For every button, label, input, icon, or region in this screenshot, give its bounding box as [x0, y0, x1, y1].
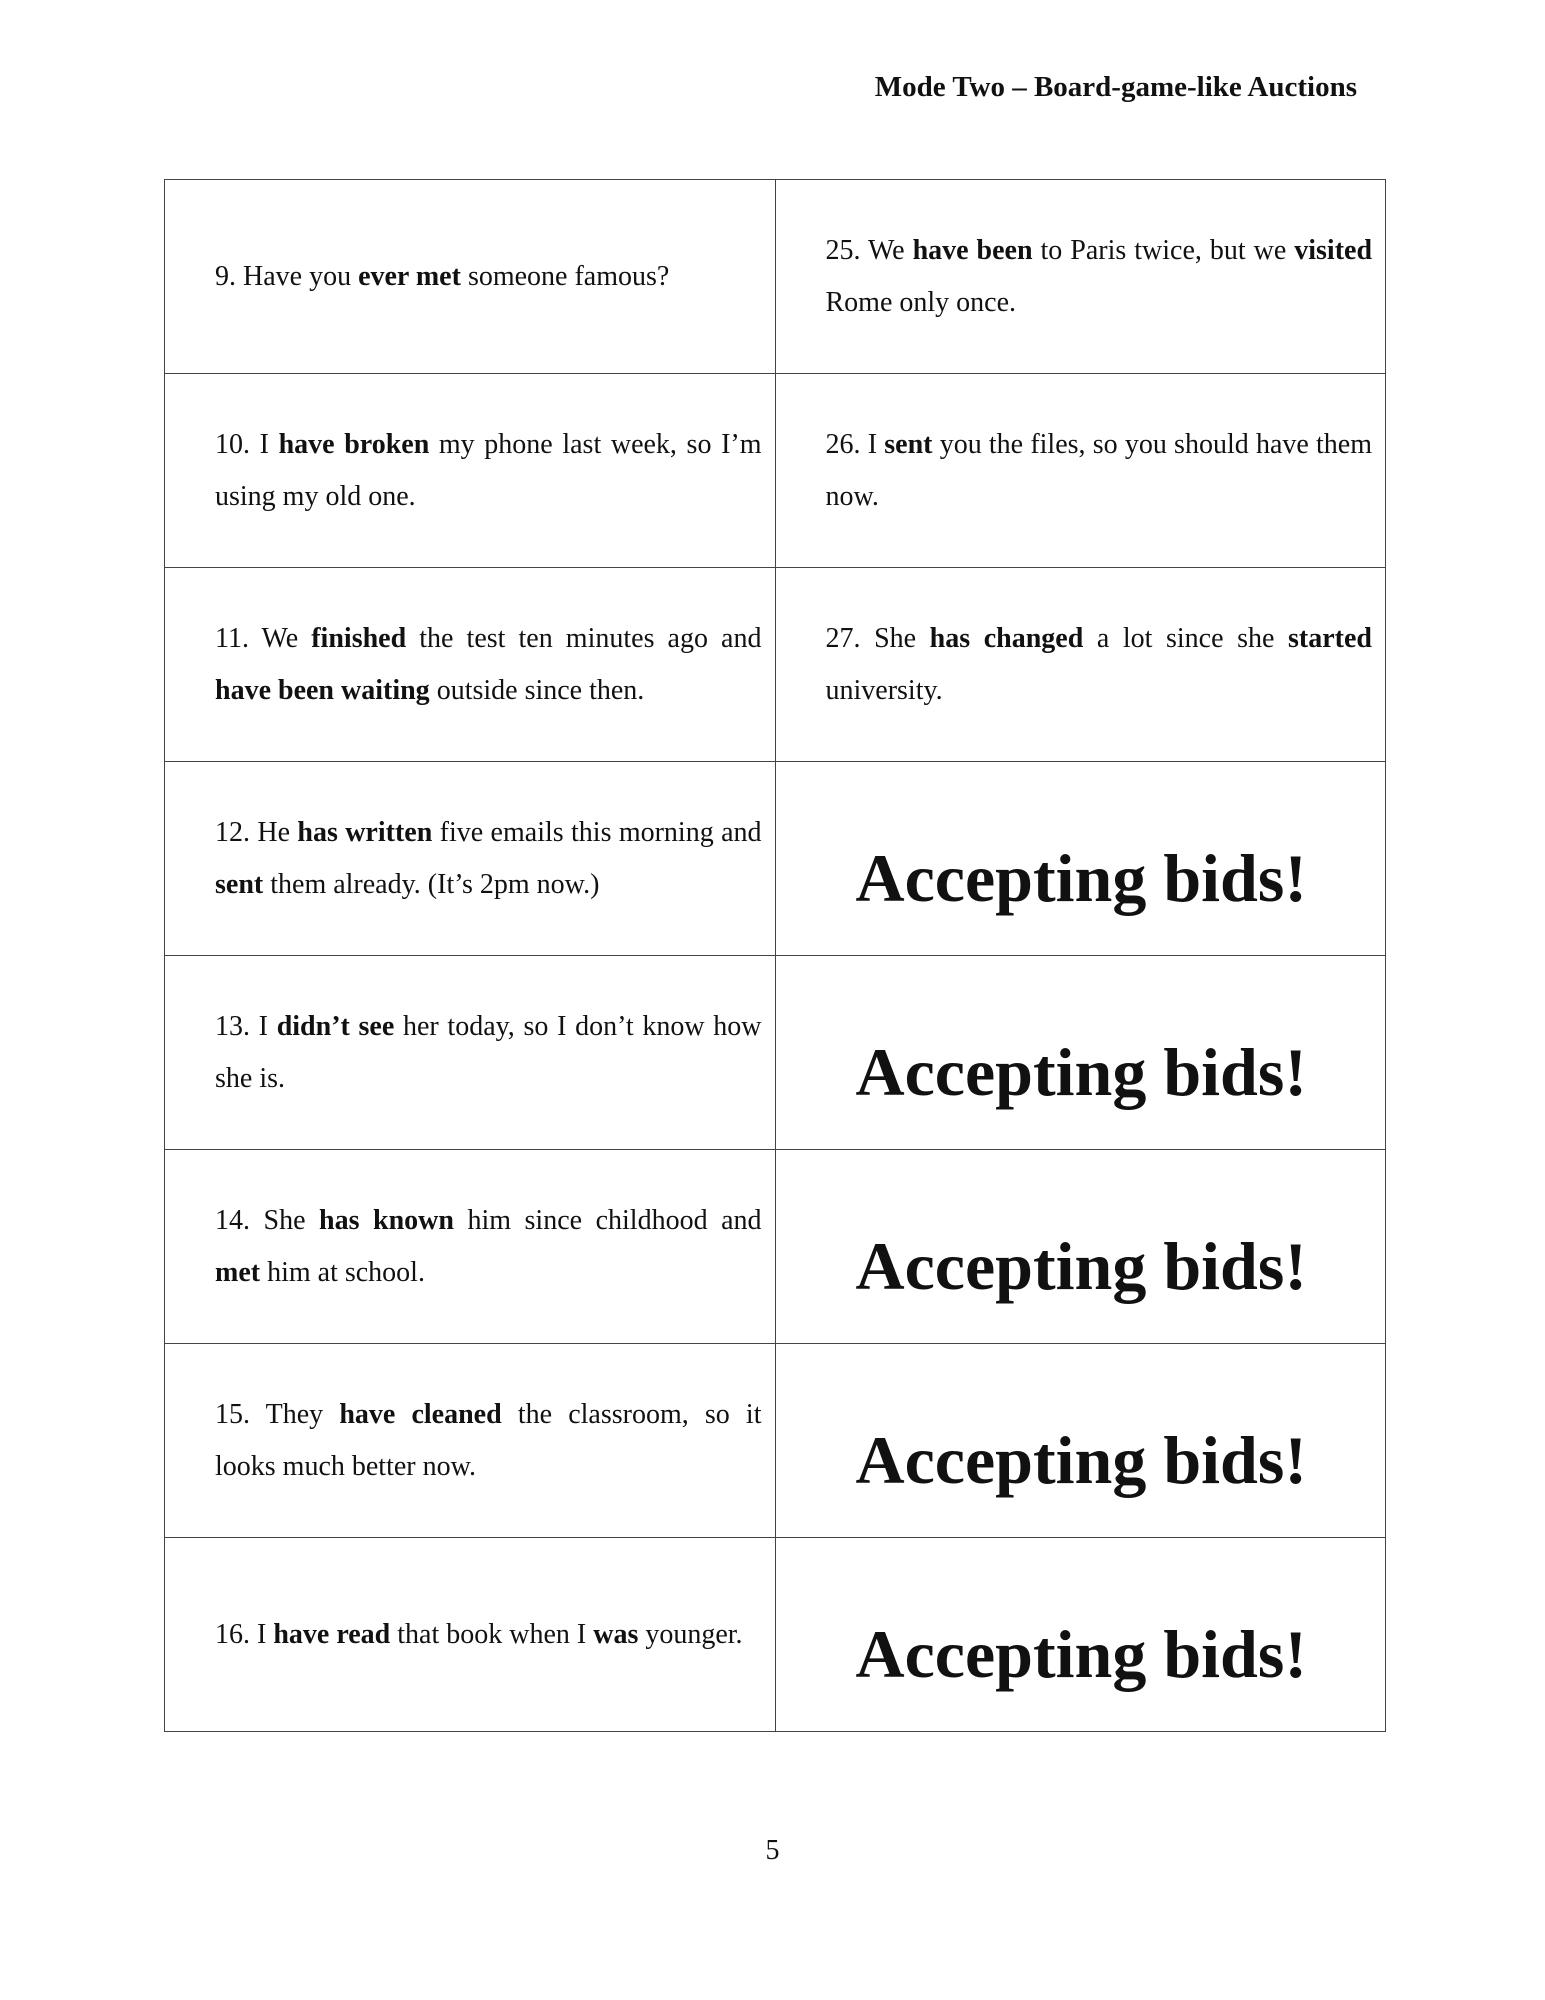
- accepting-bids-label: Accepting bids!: [855, 1034, 1307, 1110]
- sentence-text: [826, 613, 1373, 717]
- highlighted-verb: has known: [319, 1204, 454, 1236]
- sentence-card: [165, 180, 776, 374]
- accepting-bids-card: [775, 1344, 1386, 1538]
- page-header-title: Mode Two – Board-game-like Auctions: [874, 71, 1357, 103]
- sentence-text: [215, 807, 762, 911]
- sentence-card: [165, 568, 776, 762]
- sentence-segment: 13. I: [215, 1010, 277, 1042]
- highlighted-verb: didn’t see: [276, 1010, 395, 1042]
- sentence-card: [775, 180, 1386, 374]
- highlighted-verb: visited: [1294, 234, 1373, 266]
- sentence-segment: the classroom, so it looks much better now.: [215, 1398, 762, 1482]
- sentence-segment: him since childhood and: [453, 1204, 762, 1236]
- sentence-segment: Rome only once.: [825, 286, 1017, 318]
- sentence-segment: 11. We: [215, 622, 312, 654]
- sentence-segment: the test ten minutes ago and: [406, 622, 762, 654]
- card-row: [165, 956, 1386, 1150]
- sentence-segment: 27. She: [825, 622, 930, 654]
- highlighted-verb: has written: [297, 816, 433, 848]
- highlighted-verb: ever met: [358, 260, 461, 292]
- sentence-text: [215, 419, 762, 523]
- sentence-segment: 12. He: [215, 816, 298, 848]
- sentence-segment: them already. (It’s 2pm now.): [263, 868, 600, 900]
- highlighted-verb: has changed: [929, 622, 1084, 654]
- card-row: [165, 374, 1386, 568]
- highlighted-verb: have read: [273, 1618, 391, 1650]
- page-number: 5: [765, 1835, 780, 1866]
- sentence-segment: university.: [825, 674, 943, 706]
- sentence-text: [215, 613, 762, 717]
- accepting-bids-card: [775, 1150, 1386, 1344]
- highlighted-verb: met: [215, 1256, 261, 1288]
- highlighted-verb: have been waiting: [215, 674, 430, 706]
- sentence-segment: 16. I: [215, 1618, 274, 1650]
- sentence-segment: to Paris twice, but we: [1032, 234, 1295, 266]
- sentence-card: [165, 1150, 776, 1344]
- sentence-segment: 25. We: [825, 234, 913, 266]
- sentence-segment: 14. She: [215, 1204, 320, 1236]
- highlighted-verb: sent: [215, 868, 264, 900]
- accepting-bids-card: [775, 762, 1386, 956]
- sentence-text: [826, 225, 1373, 329]
- sentence-segment: my phone last week, so I’m using my old one.: [215, 428, 762, 512]
- sentence-segment: 15. They: [215, 1398, 340, 1430]
- sentence-segment: a lot since she: [1083, 622, 1289, 654]
- sentence-text: [215, 1195, 762, 1299]
- card-row: [165, 180, 1386, 374]
- auction-card-table: [164, 179, 1386, 1732]
- sentence-segment: 9. Have you: [215, 260, 359, 292]
- sentence-segment: someone famous?: [460, 260, 670, 292]
- sentence-text: [826, 419, 1373, 523]
- accepting-bids-label: Accepting bids!: [855, 1422, 1307, 1498]
- sentence-segment: younger.: [638, 1618, 743, 1650]
- sentence-segment: five emails this morning and: [432, 816, 762, 848]
- highlighted-verb: was: [593, 1618, 639, 1650]
- sentence-text: [215, 1389, 762, 1493]
- sentence-text: [215, 1609, 762, 1661]
- sentence-segment: outside since then.: [429, 674, 645, 706]
- sentence-card: [775, 374, 1386, 568]
- sentence-text: [215, 1001, 762, 1105]
- sentence-card: [165, 374, 776, 568]
- accepting-bids-label: Accepting bids!: [855, 1228, 1307, 1304]
- sentence-card: [775, 568, 1386, 762]
- highlighted-verb: have broken: [278, 428, 430, 460]
- highlighted-verb: started: [1288, 622, 1372, 654]
- card-row: [165, 1344, 1386, 1538]
- highlighted-verb: have cleaned: [339, 1398, 502, 1430]
- card-row: [165, 568, 1386, 762]
- highlighted-verb: finished: [311, 622, 407, 654]
- sentence-card: [165, 1344, 776, 1538]
- sentence-card: [165, 762, 776, 956]
- card-row: [165, 1150, 1386, 1344]
- accepting-bids-card: [775, 956, 1386, 1150]
- sentence-segment: that book when I: [390, 1618, 594, 1650]
- highlighted-verb: have been: [912, 234, 1033, 266]
- sentence-segment: her today, so I don’t know how she is.: [215, 1010, 762, 1094]
- card-row: [165, 762, 1386, 956]
- accepting-bids-label: Accepting bids!: [855, 1616, 1307, 1692]
- highlighted-verb: sent: [884, 428, 933, 460]
- sentence-card: [165, 1538, 776, 1732]
- accepting-bids-card: [775, 1538, 1386, 1732]
- sentence-text: [215, 251, 762, 303]
- sentence-segment: you the files, so you should have them now.: [825, 428, 1372, 512]
- sentence-segment: 10. I: [215, 428, 279, 460]
- accepting-bids-label: Accepting bids!: [855, 840, 1307, 916]
- card-row: [165, 1538, 1386, 1732]
- card-rows: [165, 180, 1386, 1732]
- sentence-card: [165, 956, 776, 1150]
- sentence-segment: 26. I: [825, 428, 885, 460]
- sentence-segment: him at school.: [260, 1256, 425, 1288]
